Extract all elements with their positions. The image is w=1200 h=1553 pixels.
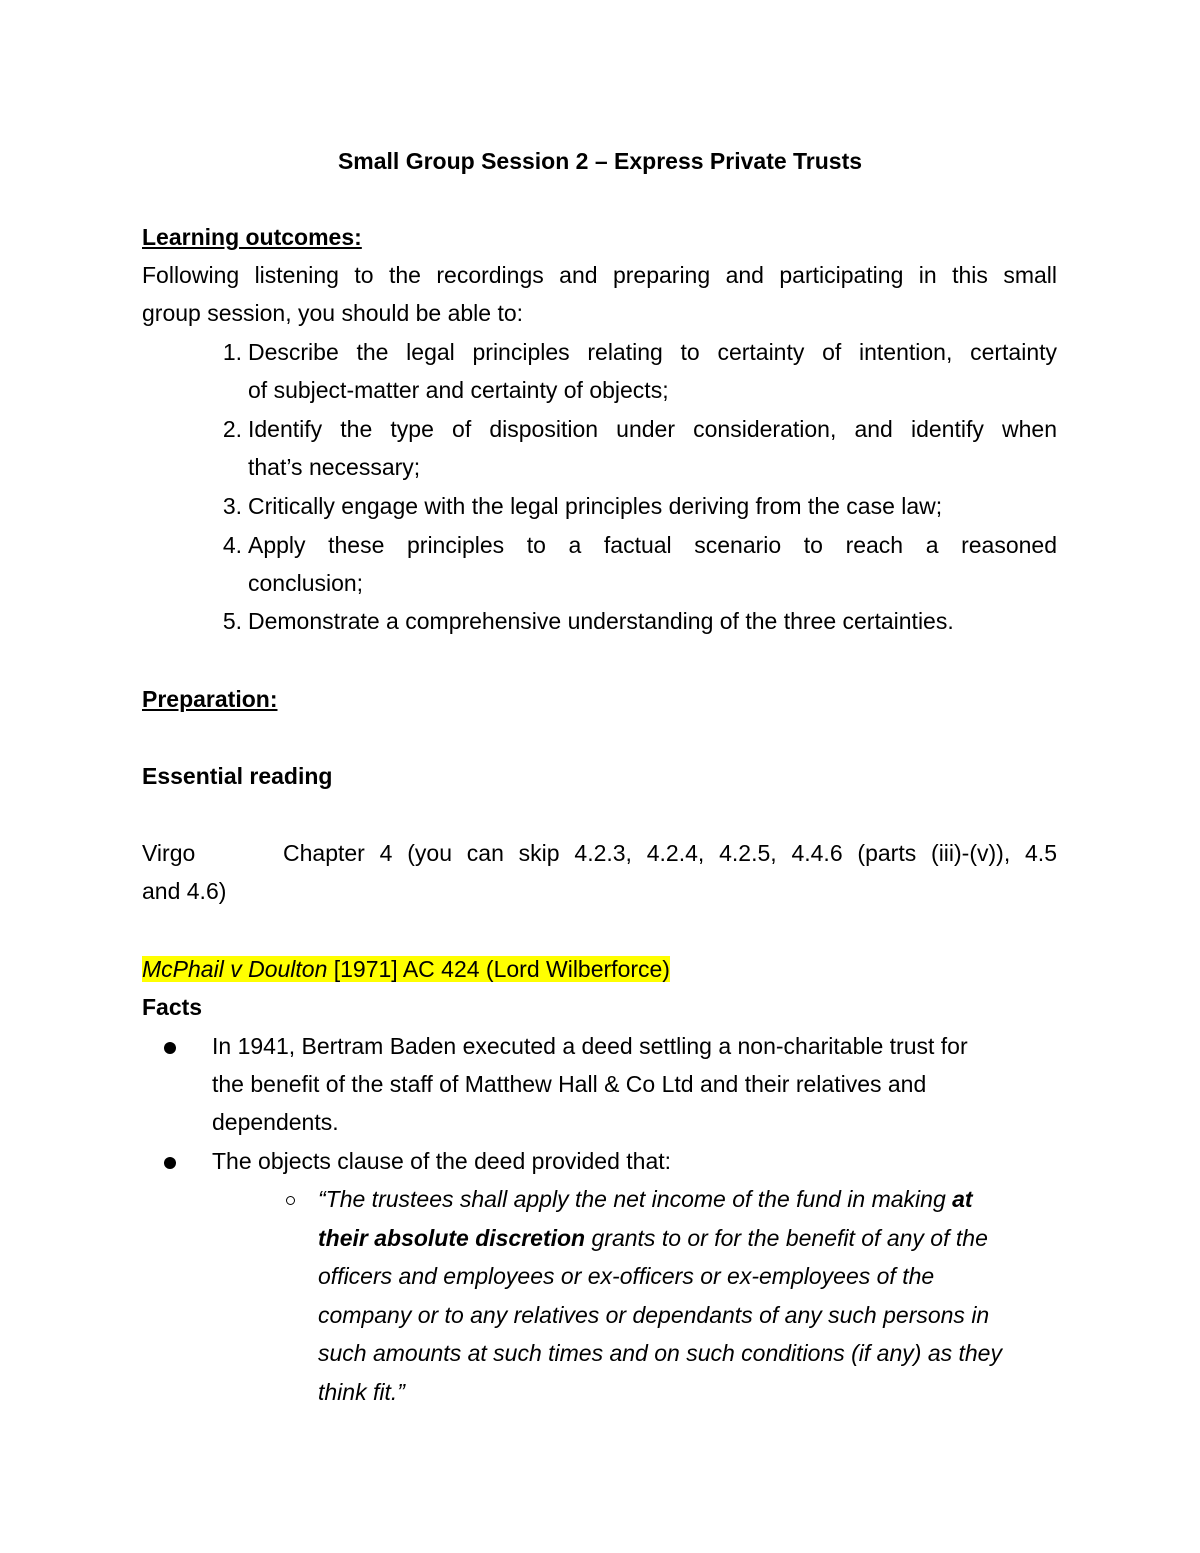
facts-heading: Facts <box>142 994 203 1020</box>
bullet-icon <box>164 1157 176 1169</box>
reading-detail: Chapter 4 (you can skip 4.2.3, 4.2.4, 4.2.5, 4.4.6 (parts (iii)-(v)), 4.5 <box>283 840 1057 866</box>
sub-bullet-icon <box>286 1196 295 1205</box>
reading-detail-cont: and 4.6) <box>142 878 227 904</box>
list-item-number: 2. <box>222 416 242 442</box>
reading-author: Virgo <box>142 840 196 866</box>
intro-text-line1: Following listening to the recordings and preparing and participating in this small <box>142 262 1057 288</box>
list-item-cont: conclusion; <box>248 570 364 596</box>
preparation-heading: Preparation: <box>142 686 278 712</box>
quote-line: officers and employees or ex-officers or ex-employees of the <box>318 1263 935 1289</box>
quote-line: think fit.” <box>318 1379 405 1405</box>
list-item: Apply these principles to a factual scenario to reach a reasoned <box>248 532 1057 558</box>
essential-reading-heading: Essential reading <box>142 763 333 789</box>
quote-line: company or to any relatives or dependants of any such persons in <box>318 1302 990 1328</box>
learning-outcomes-heading: Learning outcomes: <box>142 224 362 250</box>
facts-bullet-line: dependents. <box>212 1109 339 1135</box>
bullet-icon <box>164 1042 176 1054</box>
list-item: Critically engage with the legal principles deriving from the case law; <box>248 493 943 519</box>
page-title: Small Group Session 2 – Express Private Trusts <box>337 148 863 174</box>
quote-line <box>318 1219 988 1257</box>
quote-text: “The trustees shall apply the net income of the fund in making <box>318 1186 953 1212</box>
facts-bullet-line: In 1941, Bertram Baden executed a deed settling a non-charitable trust for <box>212 1033 968 1059</box>
quote-emphasis: at <box>952 1186 973 1212</box>
quote-emphasis: their absolute discretion <box>318 1225 586 1251</box>
facts-bullet-line: the benefit of the staff of Matthew Hall & Co Ltd and their relatives and <box>212 1071 927 1097</box>
case-citation: [1971] AC 424 (Lord Wilberforce) <box>327 956 670 982</box>
list-item-number: 3. <box>222 493 242 519</box>
list-item-number: 4. <box>222 532 242 558</box>
list-item: Identify the type of disposition under consideration, and identify when <box>248 416 1057 442</box>
list-item-number: 5. <box>222 608 242 634</box>
list-item-cont: that’s necessary; <box>248 454 421 480</box>
facts-bullet-line: The objects clause of the deed provided that: <box>212 1148 672 1174</box>
case-heading <box>142 950 670 988</box>
list-item-number: 1. <box>222 339 242 365</box>
quote-line <box>318 1180 973 1218</box>
list-item: Demonstrate a comprehensive understanding of the three certainties. <box>248 608 954 634</box>
list-item-cont: of subject-matter and certainty of objects; <box>248 377 669 403</box>
intro-text-line2: group session, you should be able to: <box>142 300 524 326</box>
quote-text: grants to or for the benefit of any of the <box>585 1225 988 1251</box>
list-item: Describe the legal principles relating to certainty of intention, certainty <box>248 339 1057 365</box>
case-name: McPhail v Doulton <box>142 956 328 982</box>
quote-line: such amounts at such times and on such conditions (if any) as they <box>318 1340 1002 1366</box>
